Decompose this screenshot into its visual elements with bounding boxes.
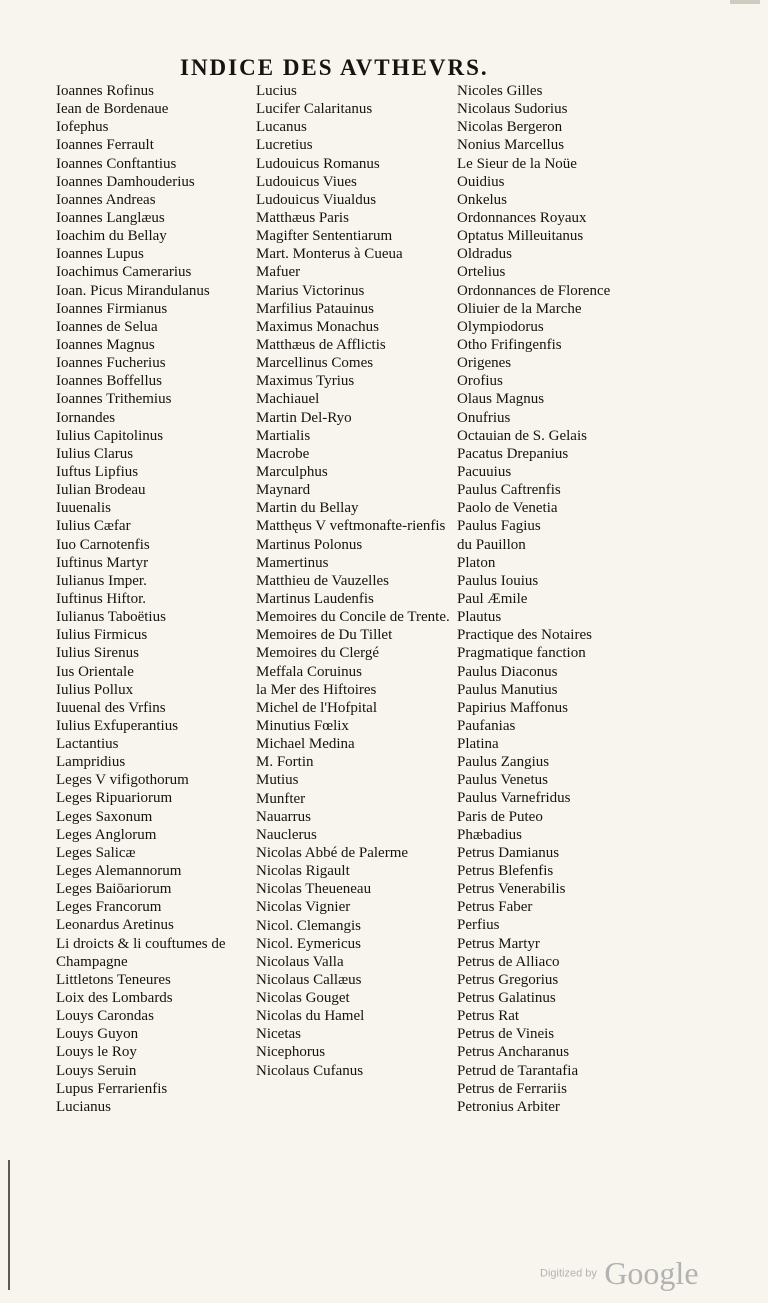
author-entry: Memoires de Du Tillet: [256, 627, 393, 644]
author-entry: Michael Medina: [256, 736, 355, 753]
author-entry: Martialis: [256, 427, 311, 444]
author-entry: Ioannes Fucherius: [56, 355, 166, 372]
author-entry: Nicolas du Hamel: [256, 1008, 365, 1025]
author-entry: Ioannes Conftantius: [56, 155, 177, 172]
author-entry: Olympiodorus: [457, 318, 544, 335]
author-entry: Phæbadius: [457, 826, 523, 843]
margin-rule: [8, 1160, 10, 1290]
author-column-1: [56, 82, 250, 1116]
author-entry: Macrobe: [256, 445, 310, 462]
author-entry: Iuuenalis: [56, 500, 111, 517]
author-entry: Nicolas Bergeron: [457, 119, 563, 136]
author-entry: Paulus Caftrenfis: [457, 482, 561, 499]
author-entry: Octauian de S. Gelais: [457, 427, 587, 444]
author-entry: Mart. Monterus à Cueua: [256, 246, 403, 263]
author-column-3: [457, 82, 662, 1116]
author-entry: Nicolaus Cufanus: [256, 1062, 364, 1079]
page-title: INDICE DES AVTHEVRS.: [180, 55, 489, 80]
author-entry: Iulius Sirenus: [56, 645, 139, 662]
author-entry: Louys Guyon: [56, 1026, 139, 1043]
author-entry: Leges Baiōariorum: [56, 881, 172, 898]
author-entry: Nicolaus Sudorius: [457, 101, 568, 118]
google-logo: Google: [604, 1255, 699, 1291]
author-entry: Munfter: [256, 790, 306, 807]
author-entry: Ioannes Andreas: [56, 191, 156, 208]
author-entry: Nicolas Rigault: [256, 863, 350, 880]
author-entry: Paulus Fagius: [457, 518, 541, 535]
author-entry: Ordonnances de Florence: [457, 282, 611, 299]
author-entry: Machiauel: [256, 391, 320, 408]
author-entry: Oliuier de la Marche: [457, 300, 582, 317]
author-entry: Paulus Manutius: [457, 681, 558, 698]
author-entry: Paufanias: [457, 717, 516, 734]
author-entry: Ouidius: [457, 173, 505, 190]
author-entry: Matthæus Paris: [256, 209, 349, 226]
author-entry: Iean de Bordenaue: [56, 101, 169, 118]
author-entry: Petrus Venerabilis: [457, 881, 566, 898]
author-entry: Lucius: [256, 83, 297, 99]
author-entry: Perfius: [457, 917, 500, 934]
author-entry: Michel de l'Hofpital: [256, 699, 378, 716]
author-entry: du Pauillon: [457, 536, 526, 553]
author-entry: Ioannes Firmianus: [56, 300, 168, 317]
author-entry: Martin du Bellay: [256, 500, 359, 517]
author-entry: Petrus de Vineis: [457, 1026, 555, 1043]
author-entry: Petrus Rat: [457, 1008, 520, 1025]
author-entry: Platon: [457, 554, 496, 571]
author-entry: Ioannes Rofinus: [56, 83, 154, 99]
author-entry: Paris de Puteo: [457, 808, 543, 825]
author-entry: Oldradus: [457, 246, 512, 263]
author-entry: Otho Frifingenfis: [457, 336, 562, 353]
author-entry: Matthęus V veftmonafte-rienfis: [256, 518, 446, 535]
author-entry: Marius Victorinus: [256, 282, 365, 299]
author-entry: Nicolas Theueneau: [256, 881, 372, 898]
author-entry: Lucanus: [256, 119, 307, 136]
author-entry: Nicolas Vignier: [256, 899, 351, 916]
author-entry: Memoires du Clergé: [256, 645, 380, 662]
author-entry: Lucianus: [56, 1098, 111, 1115]
author-entry: Pragmatique fanction: [457, 645, 586, 662]
author-entry: Ludouicus Viues: [256, 173, 357, 190]
author-entry: Ioannes Trithemius: [56, 391, 172, 408]
author-entry: Ioannes Damhouderius: [56, 173, 195, 190]
author-entry: Lucretius: [256, 137, 313, 154]
author-entry: Iuftinus Martyr: [56, 554, 149, 571]
author-entry: Iofephus: [56, 119, 109, 136]
author-entry: Louys Seruin: [56, 1062, 137, 1079]
author-entry: Mamertinus: [256, 554, 329, 571]
author-entry: Petrus de Ferrariis: [457, 1080, 567, 1097]
author-entry: Lampridius: [56, 754, 126, 771]
author-entry: Magifter Sententiarum: [256, 228, 393, 245]
author-entry: Iulianus Imper.: [56, 572, 147, 589]
author-entry: Iuftus Lipfius: [56, 463, 139, 480]
author-entry: Petronius Arbiter: [457, 1098, 560, 1115]
author-entry: Ioannes Boffellus: [56, 373, 162, 390]
author-entry: Lupus Ferrarienfis: [56, 1080, 168, 1097]
author-entry: Ioannes Langlæus: [56, 209, 165, 226]
author-entry: Leges V vifigothorum: [56, 772, 189, 789]
author-entry: Loix des Lombards: [56, 990, 173, 1007]
author-entry: Nicephorus: [256, 1044, 326, 1061]
author-entry: Lactantius: [56, 736, 119, 753]
author-entry: Martinus Laudenfis: [256, 590, 374, 607]
author-entry: Ioannes de Selua: [56, 318, 158, 335]
author-entry: M. Fortin: [256, 754, 314, 771]
page-edge-mark: [730, 0, 760, 4]
author-entry: Iornandes: [56, 409, 116, 426]
author-entry: Ioachim du Bellay: [56, 228, 167, 245]
author-entry: Lucifer Calaritanus: [256, 101, 373, 118]
author-entry: Nicolaus Callæus: [256, 971, 362, 988]
author-entry: Leges Anglorum: [56, 826, 157, 843]
author-entry: Paulus Varnefridus: [457, 790, 571, 807]
author-entry: Iuftinus Hiftor.: [56, 590, 146, 607]
author-entry: Matthæus de Afflictis: [256, 336, 386, 353]
author-entry: Iulian Brodeau: [56, 482, 146, 499]
author-entry: Plautus: [457, 609, 502, 626]
author-entry: Nicol. Eymericus: [256, 935, 361, 952]
author-entry: Origenes: [457, 355, 512, 372]
author-entry: Leonardus Aretinus: [56, 917, 174, 934]
author-entry: Nicolas Abbé de Palerme: [256, 844, 409, 861]
author-entry: Littletons Teneures: [56, 971, 171, 988]
author-entry: Ortelius: [457, 264, 506, 281]
author-entry: Paulus Iouius: [457, 572, 539, 589]
author-entry: Mafuer: [256, 264, 301, 281]
author-entry: Petrus Faber: [457, 899, 533, 916]
author-entry: Ioannes Lupus: [56, 246, 144, 263]
author-entry: Nonius Marcellus: [457, 137, 565, 154]
author-entry: Iulius Clarus: [56, 445, 134, 462]
author-entry: Nicolas Gouget: [256, 990, 350, 1007]
author-entry: Olaus Magnus: [457, 391, 545, 408]
author-entry: Le Sieur de la Noüe: [457, 155, 577, 172]
author-entry: Paulus Zangius: [457, 754, 550, 771]
author-entry: Optatus Milleuitanus: [457, 228, 584, 245]
author-entry: la Mer des Hiftoires: [256, 681, 377, 698]
author-column-2: [256, 82, 452, 1080]
author-entry: Ioannes Ferrault: [56, 137, 154, 154]
author-entry: Leges Saxonum: [56, 808, 153, 825]
author-entry: Iulius Cæfar: [56, 518, 131, 535]
author-entry: Nicolaus Valla: [256, 953, 344, 970]
author-entry: Ludouicus Viualdus: [256, 191, 377, 208]
author-entry: Petrus Ancharanus: [457, 1044, 570, 1061]
author-entry: Mutius: [256, 772, 299, 789]
author-entry: Paolo de Venetia: [457, 500, 558, 517]
author-entry: Ordonnances Royaux: [457, 209, 587, 226]
author-entry: Onufrius: [457, 409, 511, 426]
author-entry: Matthieu de Vauzelles: [256, 572, 390, 589]
author-entry: Nicetas: [256, 1026, 301, 1043]
author-entry: Petrus Gregorius: [457, 971, 559, 988]
author-entry: Petrus Martyr: [457, 935, 540, 952]
author-entry: Minutius Fœlix: [256, 717, 349, 734]
author-entry: Pacatus Drepanius: [457, 445, 569, 462]
author-entry: Maynard: [256, 482, 311, 499]
author-entry: Martin Del-Ryo: [256, 409, 352, 426]
author-entry: Nauarrus: [256, 808, 311, 825]
author-entry: Nicoles Gilles: [457, 83, 543, 99]
author-entry: Maximus Monachus: [256, 318, 379, 335]
author-entry: Practique des Notaires: [457, 627, 592, 644]
author-entry: Ioannes Magnus: [56, 336, 155, 353]
author-entry: Ius Orientale: [56, 663, 134, 680]
author-entry: Leges Francorum: [56, 899, 162, 916]
watermark-prefix: Digitized by: [540, 1267, 597, 1280]
author-entry: Nauclerus: [256, 826, 317, 843]
author-entry: Orofius: [457, 373, 503, 390]
author-entry: Petrus Damianus: [457, 844, 560, 861]
digitized-watermark: [540, 1255, 699, 1292]
author-entry: Leges Salicæ: [56, 844, 136, 861]
author-entry: Martinus Polonus: [256, 536, 363, 553]
author-entry: Papirius Maffonus: [457, 699, 568, 716]
author-entry: Iulius Exfuperantius: [56, 717, 179, 734]
author-entry: Petrud de Tarantafia: [457, 1062, 579, 1079]
author-entry: Pacuuius: [457, 463, 512, 480]
author-entry: Li droicts & li couftumes de Champagne: [56, 935, 226, 970]
author-entry: Iuuenal des Vrfins: [56, 699, 166, 716]
author-entry: Marculphus: [256, 463, 328, 480]
author-entry: Paul Æmile: [457, 590, 528, 607]
author-entry: Ioan. Picus Mirandulanus: [56, 282, 210, 299]
author-entry: Louys Carondas: [56, 1008, 154, 1025]
author-entry: Petrus Blefenfis: [457, 863, 554, 880]
author-entry: Iuo Carnotenfis: [56, 536, 150, 553]
author-entry: Paulus Diaconus: [457, 663, 558, 680]
author-entry: Ludouicus Romanus: [256, 155, 380, 172]
author-entry: Leges Alemannorum: [56, 863, 182, 880]
author-entry: Louys le Roy: [56, 1044, 137, 1061]
author-entry: Nicol. Clemangis: [256, 917, 361, 934]
author-entry: Platina: [457, 736, 499, 753]
author-entry: Meffala Coruinus: [256, 663, 362, 680]
author-entry: Iulius Pollux: [56, 681, 134, 698]
author-entry: Iulius Firmicus: [56, 627, 148, 644]
author-entry: Marfilius Patauinus: [256, 300, 374, 317]
author-entry: Petrus de Alliaco: [457, 953, 560, 970]
author-entry: Leges Ripuariorum: [56, 790, 173, 807]
author-entry: Maximus Tyrius: [256, 373, 355, 390]
author-entry: Petrus Galatinus: [457, 990, 556, 1007]
author-entry: Paulus Venetus: [457, 772, 548, 789]
author-entry: Memoires du Concile de Trente.: [256, 609, 450, 626]
author-entry: Ioachimus Camerarius: [56, 264, 192, 281]
author-entry: Onkelus: [457, 191, 507, 208]
author-entry: Marcellinus Comes: [256, 355, 374, 372]
author-entry: Iulius Capitolinus: [56, 427, 164, 444]
author-entry: Iulianus Taboëtius: [56, 609, 166, 626]
